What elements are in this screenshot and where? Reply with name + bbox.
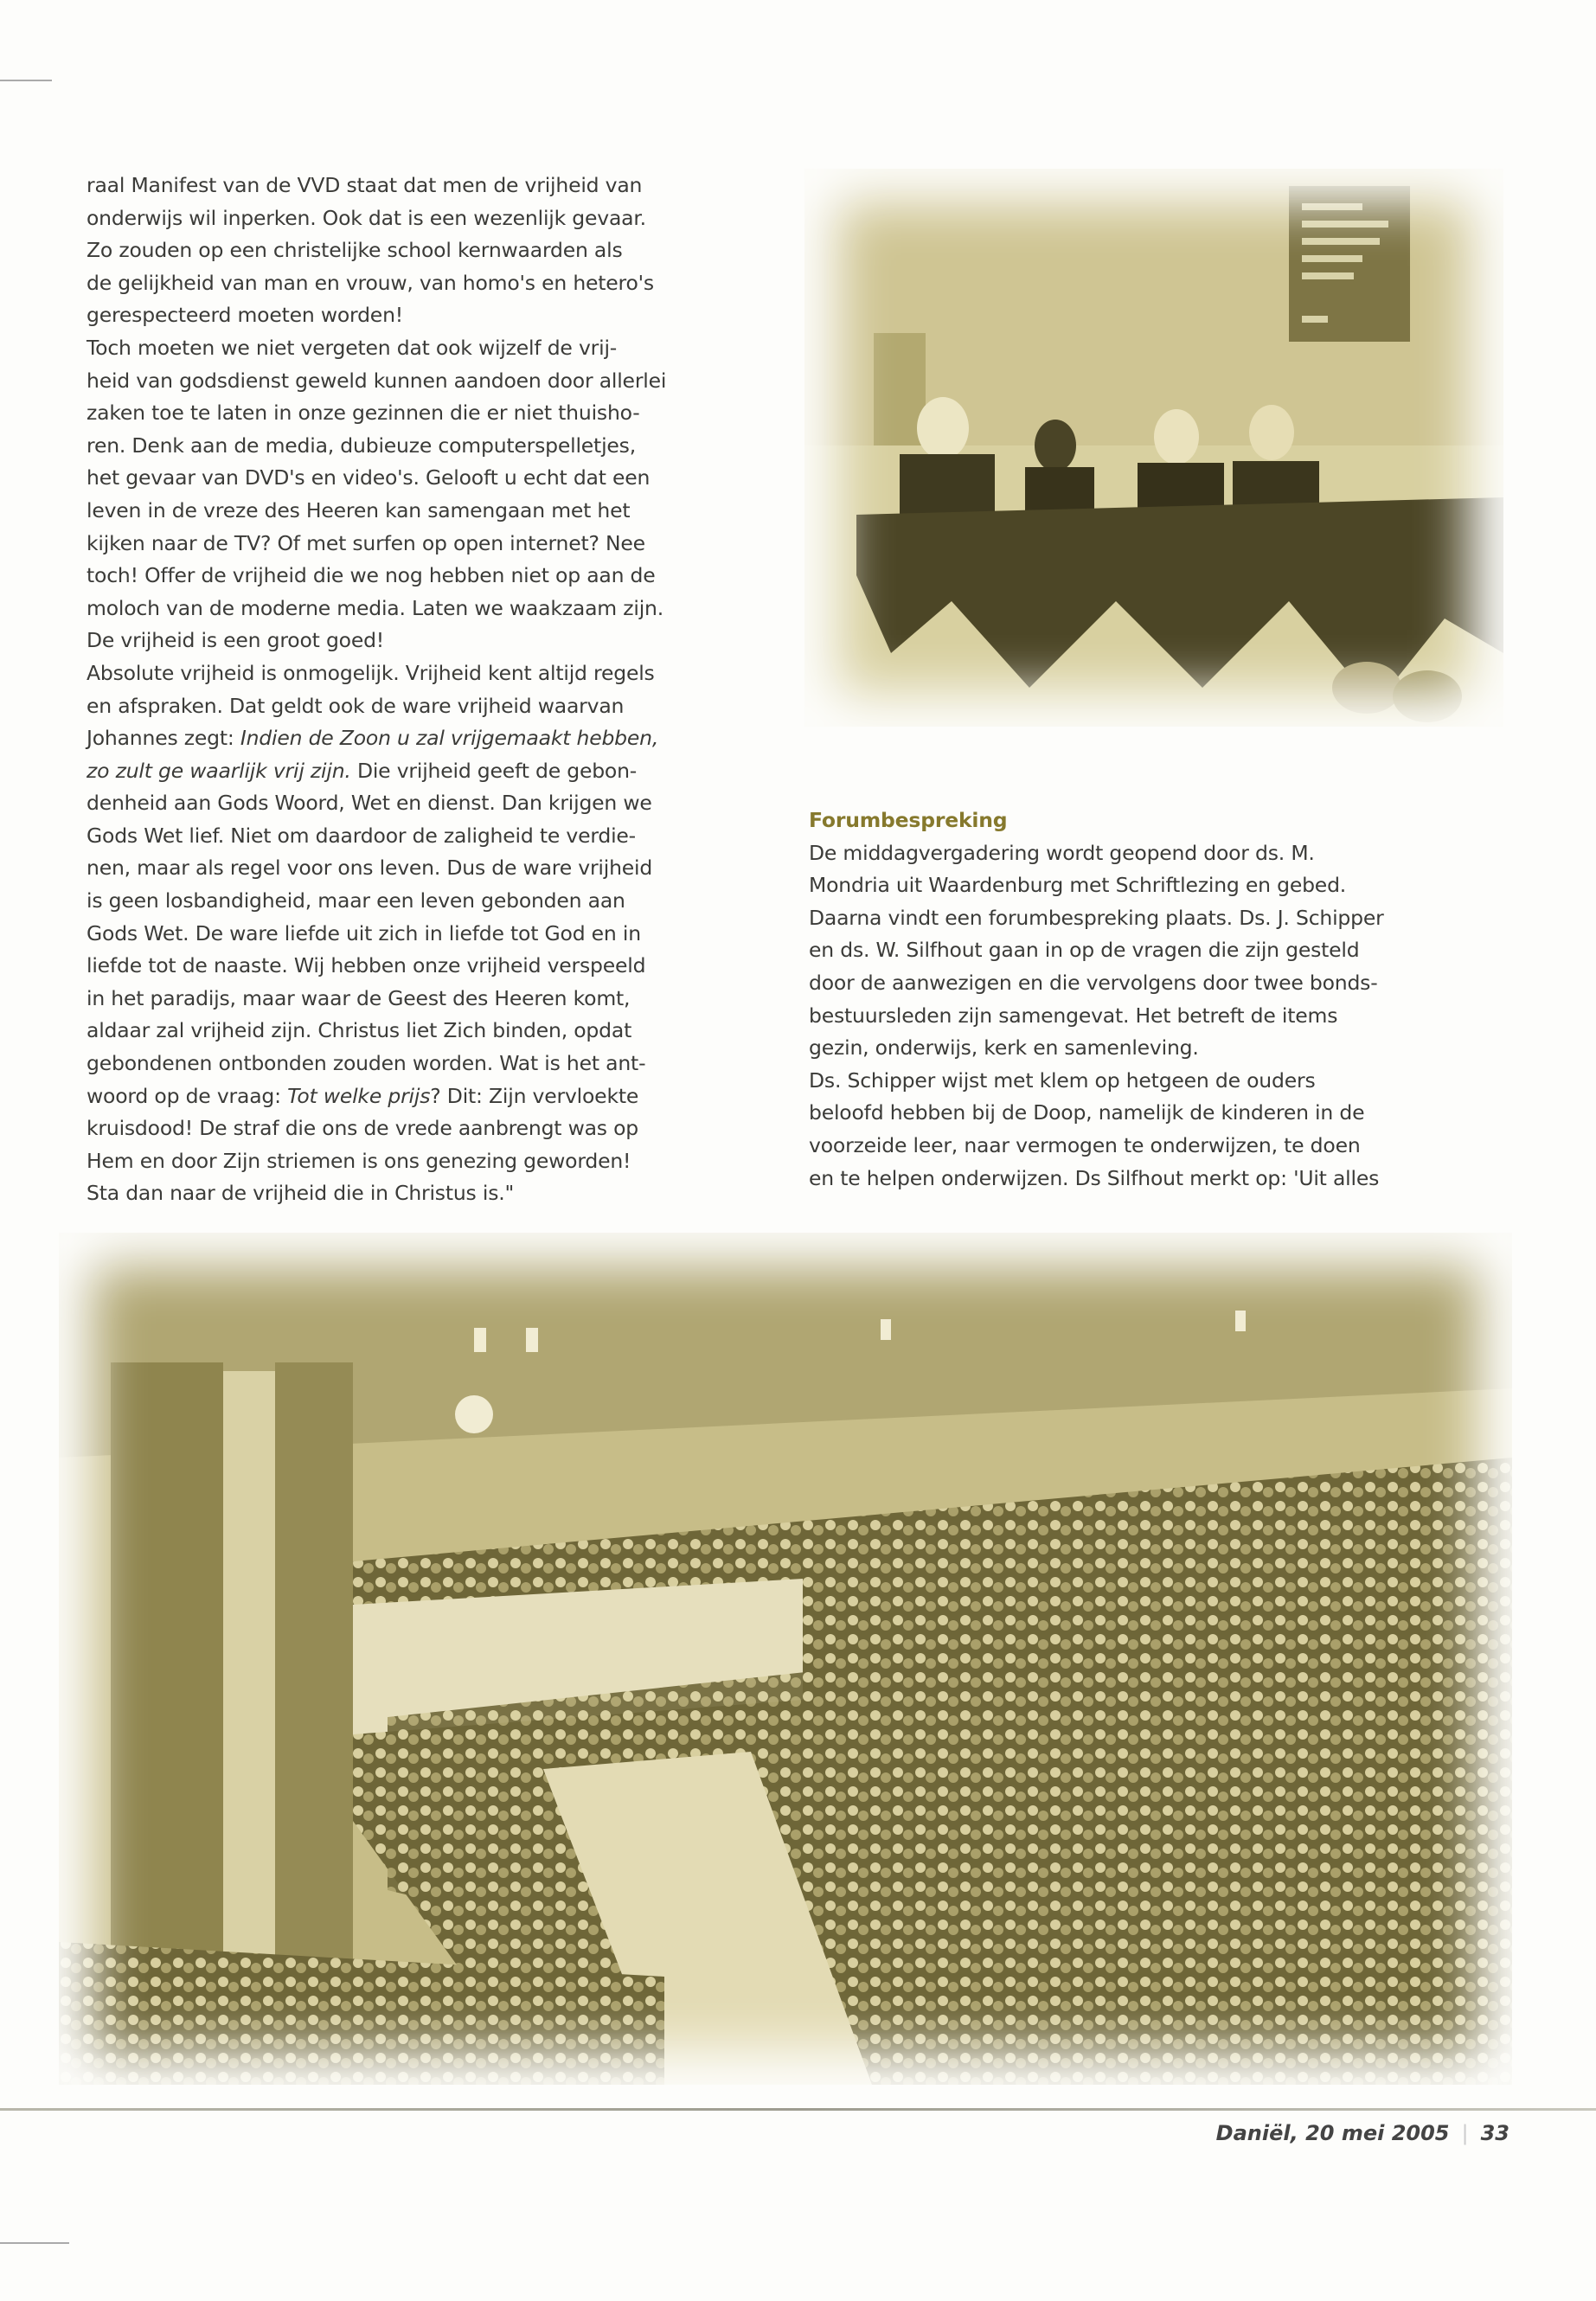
text-line: Absolute vrijheid is onmogelijk. Vrijheid kent altijd regels <box>87 660 655 685</box>
italic-quote: zo zult ge waarlijk vrij zijn. <box>87 758 351 783</box>
text-line: aldaar zal vrijheid zijn. Christus liet Zich binden, opdat <box>87 1018 632 1043</box>
text-line: liefde tot de naaste. Wij hebben onze vrijheid verspeeld <box>87 953 646 978</box>
text-line <box>87 722 779 755</box>
italic-quote: Tot welke prijs <box>287 1083 431 1108</box>
text-line: zaken toe te laten in onze gezinnen die er niet thuisho- <box>87 401 640 426</box>
text-line: toch! Offer de vrijheid die we nog hebben niet op aan de <box>87 563 656 588</box>
text-line: gerespecteerd moeten worden! <box>87 303 403 328</box>
text-line: Zo zouden op een christelijke school kernwaarden als <box>87 238 623 263</box>
text-segment: Johannes zegt: <box>87 726 240 751</box>
text-line: raal Manifest van de VVD staat dat men de vrijheid van <box>87 173 643 197</box>
crop-mark-top <box>0 80 52 81</box>
text-line: beloofd hebben bij de Doop, namelijk de kinderen in de <box>809 1100 1365 1125</box>
text-line: Gods Wet. De ware liefde uit zich in liefde tot God en in <box>87 920 641 945</box>
text-segment: woord op de vraag: <box>87 1083 288 1108</box>
text-line: denheid aan Gods Woord, Wet en dienst. Dan krijgen we <box>87 791 652 816</box>
text-line: Gods Wet lief. Niet om daardoor de zaligheid te verdie- <box>87 823 636 848</box>
page-number: 33 <box>1480 2121 1509 2145</box>
text-line: De middagvergadering wordt geopend door ds. M. <box>809 840 1315 865</box>
text-line <box>87 1080 779 1113</box>
text-line: De vrijheid is een groot goed! <box>87 628 385 653</box>
text-segment: ? Dit: Zijn vervloekte <box>430 1083 639 1108</box>
text-segment: Die vrijheid geeft de gebon- <box>350 758 638 783</box>
page-footer <box>1216 2121 1509 2145</box>
text-line: Mondria uit Waardenburg met Schriftlezing en gebed. <box>809 873 1347 898</box>
text-line: gezin, onderwijs, kerk en samenleving. <box>809 1035 1199 1061</box>
text-line: onderwijs wil inperken. Ook dat is een wezenlijk gevaar. <box>87 205 646 230</box>
text-line: gebondenen ontbonden zouden worden. Wat is het ant- <box>87 1051 646 1076</box>
text-line: Daarna vindt een forumbespreking plaats. Ds. J. Schipper <box>809 905 1384 930</box>
text-line: leven in de vreze des Heeren kan samengaan met het <box>87 497 631 522</box>
text-line: heid van godsdienst geweld kunnen aandoen door allerlei <box>87 368 667 393</box>
text-line: Sta dan naar de vrijheid die in Christus is." <box>87 1181 515 1206</box>
text-line: kruisdood! De straf die ons de vrede aanbrengt was op <box>87 1116 639 1141</box>
text-line: het gevaar van DVD's en video's. Gelooft u echt dat een <box>87 465 651 490</box>
text-line: voorzeide leer, naar vermogen te onderwijzen, te doen <box>809 1132 1361 1157</box>
text-line: nen, maar als regel voor ons leven. Dus de ware vrijheid <box>87 856 653 881</box>
article-right-column <box>809 804 1518 1195</box>
text-line: bestuursleden zijn samengevat. Het betreft de items <box>809 1003 1338 1028</box>
text-line: Toch moeten we niet vergeten dat ook wijzelf de vrij- <box>87 335 618 360</box>
text-line: Ds. Schipper wijst met klem op hetgeen de ouders <box>809 1067 1316 1093</box>
italic-quote: Indien de Zoon u zal vrijgemaakt hebben, <box>240 726 659 751</box>
photo-church-hall-audience <box>59 1233 1512 2085</box>
footer-separator: | <box>1461 2121 1469 2145</box>
article-left-column <box>87 170 779 1210</box>
text-line: door de aanwezigen en die vervolgens door twee bonds- <box>809 970 1378 995</box>
text-line: Hem en door Zijn striemen is ons genezing geworden! <box>87 1148 631 1173</box>
text-line: in het paradijs, maar waar de Geest des Heeren komt, <box>87 985 631 1010</box>
publication-date: Daniël, 20 mei 2005 <box>1215 2121 1450 2145</box>
text-line: en te helpen onderwijzen. Ds Silfhout merkt op: 'Uit alles <box>809 1165 1380 1190</box>
text-line <box>87 755 779 788</box>
text-line: de gelijkheid van man en vrouw, van homo's en hetero's <box>87 270 654 295</box>
section-heading: Forumbespreking <box>809 808 1008 832</box>
text-line: moloch van de moderne media. Laten we waakzaam zijn. <box>87 595 663 620</box>
text-line: en afspraken. Dat geldt ook de ware vrijheid waarvan <box>87 693 625 718</box>
text-line: ren. Denk aan de media, dubieuze computerspelletjes, <box>87 433 636 458</box>
text-line: kijken naar de TV? Of met surfen op open internet? Nee <box>87 530 645 555</box>
text-line: is geen losbandigheid, maar een leven gebonden aan <box>87 888 625 913</box>
crop-mark-bottom <box>0 2242 69 2244</box>
footer-divider <box>0 2108 1596 2111</box>
photo-forum-panel <box>804 169 1503 727</box>
text-line: en ds. W. Silfhout gaan in op de vragen die zijn gesteld <box>809 938 1360 963</box>
